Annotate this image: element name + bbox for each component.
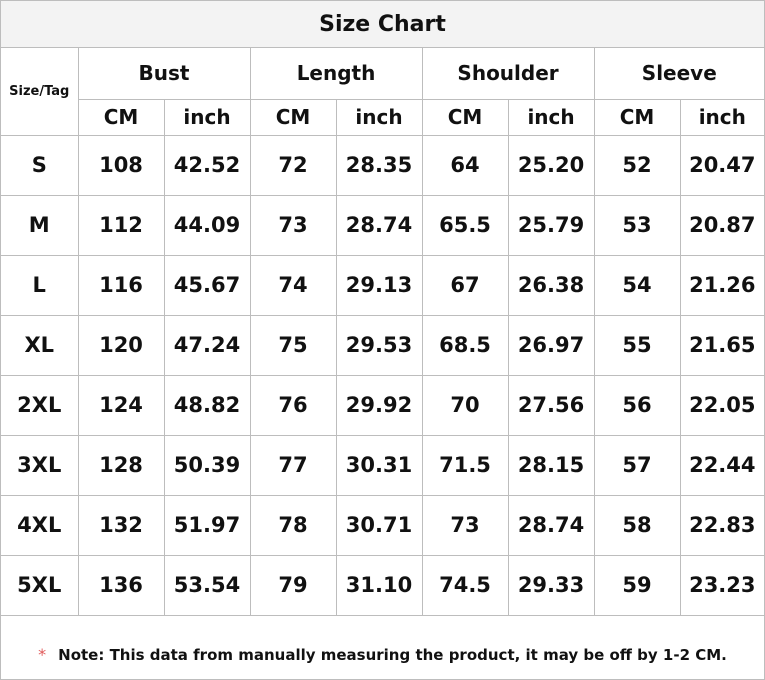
measurement-cell: 68.5 (422, 315, 508, 375)
table-row (1, 435, 764, 495)
group-header-shoulder: Shoulder (422, 48, 594, 99)
size-table (1, 48, 764, 616)
measurement-cell: 73 (250, 195, 336, 255)
measurement-cell: 55 (594, 315, 680, 375)
measurement-cell: 73 (422, 495, 508, 555)
measurement-cell: 74.5 (422, 555, 508, 615)
size-label-cell: L (1, 255, 78, 315)
measurement-cell: 29.92 (336, 375, 422, 435)
measurement-cell: 53.54 (164, 555, 250, 615)
table-body (1, 48, 764, 615)
measurement-cell: 42.52 (164, 135, 250, 195)
measurement-cell: 20.47 (680, 135, 764, 195)
measurement-cell: 64 (422, 135, 508, 195)
table-row (1, 195, 764, 255)
size-label-cell: XL (1, 315, 78, 375)
measurement-cell: 28.74 (336, 195, 422, 255)
measurement-cell: 30.31 (336, 435, 422, 495)
measurement-cell: 22.44 (680, 435, 764, 495)
measurement-cell: 78 (250, 495, 336, 555)
unit-header: inch (508, 99, 594, 135)
unit-header: CM (78, 99, 164, 135)
measurement-cell: 65.5 (422, 195, 508, 255)
group-header-sleeve: Sleeve (594, 48, 764, 99)
note-marker: * (38, 645, 47, 664)
measurement-cell: 59 (594, 555, 680, 615)
group-header-length: Length (250, 48, 422, 99)
measurement-cell: 26.97 (508, 315, 594, 375)
size-label-cell: 4XL (1, 495, 78, 555)
unit-header: CM (422, 99, 508, 135)
measurement-cell: 21.26 (680, 255, 764, 315)
measurement-cell: 79 (250, 555, 336, 615)
measurement-cell: 29.53 (336, 315, 422, 375)
measurement-note (1, 630, 764, 679)
unit-header: inch (680, 99, 764, 135)
size-tag-header: Size/Tag (1, 48, 78, 135)
measurement-cell: 29.13 (336, 255, 422, 315)
measurement-cell: 54 (594, 255, 680, 315)
unit-header: CM (594, 99, 680, 135)
measurement-cell: 50.39 (164, 435, 250, 495)
measurement-cell: 53 (594, 195, 680, 255)
size-label-cell: M (1, 195, 78, 255)
size-label-cell: S (1, 135, 78, 195)
measurement-cell: 56 (594, 375, 680, 435)
measurement-cell: 58 (594, 495, 680, 555)
measurement-cell: 25.79 (508, 195, 594, 255)
table-row (1, 555, 764, 615)
measurement-cell: 75 (250, 315, 336, 375)
measurement-cell: 70 (422, 375, 508, 435)
measurement-cell: 72 (250, 135, 336, 195)
measurement-cell: 28.15 (508, 435, 594, 495)
measurement-cell: 29.33 (508, 555, 594, 615)
measurement-cell: 120 (78, 315, 164, 375)
measurement-cell: 136 (78, 555, 164, 615)
measurement-cell: 23.23 (680, 555, 764, 615)
measurement-cell: 27.56 (508, 375, 594, 435)
size-label-cell: 5XL (1, 555, 78, 615)
measurement-cell: 48.82 (164, 375, 250, 435)
measurement-cell: 51.97 (164, 495, 250, 555)
unit-header: inch (336, 99, 422, 135)
measurement-cell: 124 (78, 375, 164, 435)
measurement-cell: 28.35 (336, 135, 422, 195)
measurement-cell: 44.09 (164, 195, 250, 255)
measurement-cell: 76 (250, 375, 336, 435)
table-row (1, 495, 764, 555)
measurement-cell: 71.5 (422, 435, 508, 495)
measurement-cell: 52 (594, 135, 680, 195)
table-row (1, 135, 764, 195)
size-label-cell: 3XL (1, 435, 78, 495)
header-row-units (1, 99, 764, 135)
unit-header: CM (250, 99, 336, 135)
measurement-cell: 22.83 (680, 495, 764, 555)
measurement-cell: 30.71 (336, 495, 422, 555)
chart-title: Size Chart (1, 1, 764, 48)
measurement-cell: 67 (422, 255, 508, 315)
measurement-cell: 47.24 (164, 315, 250, 375)
measurement-cell: 21.65 (680, 315, 764, 375)
header-row-groups (1, 48, 764, 99)
measurement-cell: 45.67 (164, 255, 250, 315)
note-text: Note: This data from manually measuring the product, it may be off by 1-2 CM. (58, 645, 727, 664)
table-row (1, 255, 764, 315)
measurement-cell: 31.10 (336, 555, 422, 615)
measurement-cell: 25.20 (508, 135, 594, 195)
group-header-bust: Bust (78, 48, 250, 99)
measurement-cell: 28.74 (508, 495, 594, 555)
measurement-cell: 112 (78, 195, 164, 255)
measurement-cell: 128 (78, 435, 164, 495)
size-label-cell: 2XL (1, 375, 78, 435)
measurement-cell: 74 (250, 255, 336, 315)
measurement-cell: 57 (594, 435, 680, 495)
measurement-cell: 20.87 (680, 195, 764, 255)
measurement-cell: 77 (250, 435, 336, 495)
measurement-cell: 26.38 (508, 255, 594, 315)
measurement-cell: 116 (78, 255, 164, 315)
table-row (1, 315, 764, 375)
unit-header: inch (164, 99, 250, 135)
measurement-cell: 108 (78, 135, 164, 195)
measurement-cell: 132 (78, 495, 164, 555)
table-row (1, 375, 764, 435)
measurement-cell: 22.05 (680, 375, 764, 435)
